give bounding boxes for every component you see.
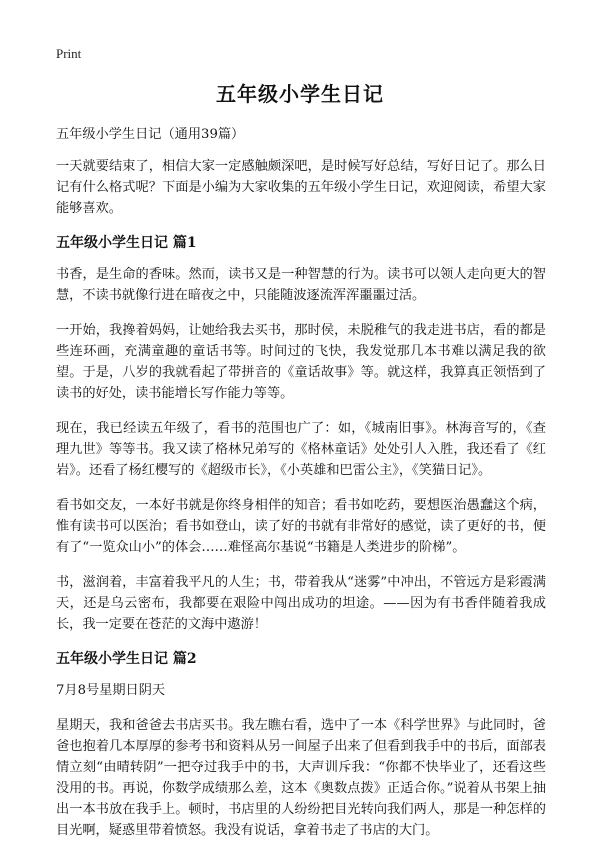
section1-paragraph-2: 一开始，我搀着妈妈，让她给我去买书，那时侯，未脱稚气的我走进书店，看的都是些连环画，充满童趣的童话书等。时间过的飞快，我发觉那几本书难以满足我的欲望。于是，八岁的我就看起了带拼音的《童话故事》等。就这样，我算真正领悟到了读书的好处，读书能增长写作能力等等。 (56, 323, 546, 401)
document-subtitle: 五年级小学生日记（通用39篇） (56, 127, 245, 142)
section1-paragraph-1: 书香，是生命的香味。然而，读书又是一种智慧的行为。读书可以领人走向更大的智慧，不读书就像行进在暗夜之中，只能随波逐流浑浑噩噩过活。 (56, 267, 546, 303)
print-link[interactable]: Print (56, 46, 82, 61)
section-heading-1: 五年级小学生日记 篇1 (56, 235, 197, 251)
section1-paragraph-4: 看书如交友，一本好书就是你终身相伴的知音；看书如吃药，要想医治愚蠢这个病，惟有读书可以医治；看书如登山，读了好的书就有非常好的感觉，读了更好的书，便有了“一览众山小”的体会……难怪高尔基说“书籍是人类进步的阶梯”。 (56, 498, 546, 555)
section2-paragraph-1: 星期天，我和爸爸去书店买书。我左瞧右看，选中了一本《科学世界》与此同时，爸爸也抱着几本厚厚的参考书和资料从另一间屋子出来了但看到我手中的书后，面部表情立刻“由晴转阴”一把夺过我手中的书，大声训斥我：“你都不快毕业了，还看这些没用的书。再说，你数学成绩那么差，这本《奥数点拨》正适合你。”说着从书架上抽出一本书放在我手上。顿时，书店里的人纷纷把目光转向我们两人，那是一种怎样的目光啊，疑惑里带着愤怒。我没有说话，拿着书走了书店的大门。 (56, 718, 546, 838)
section1-paragraph-3: 现在，我已经读五年级了，看书的范围也广了：如，《城南旧事》。林海音写的，《查理九世》等等书。我又读了格林兄弟写的《格林童话》处处引人入胜，我还看了《红岩》。还看了杨红樱写的《超级市长》，《小英雄和巴雷公主》，《笑猫日记》。 (56, 421, 546, 478)
section1-paragraph-5: 书，滋润着，丰富着我平凡的人生；书，带着我从“迷雾”中冲出，不管远方是彩霞满天，还是乌云密布，我都要在艰险中闯出成功的坦途。——因为有书香伴随着我成长，我一定要在苍茫的文海中遨游！ (56, 575, 546, 632)
section-heading-2: 五年级小学生日记 篇2 (56, 651, 197, 667)
document-body (56, 124, 546, 855)
page-title: 五年级小学生日记 (216, 82, 384, 106)
section2-date: 7月8号星期日阴天 (56, 683, 166, 698)
intro-paragraph: 一天就要结束了，相信大家一定感触颇深吧，是时候写好总结，写好日记了。那么日记有什么格式呢？下面是小编为大家收集的五年级小学生日记，欢迎阅读，希望大家能够喜欢。 (56, 159, 546, 216)
